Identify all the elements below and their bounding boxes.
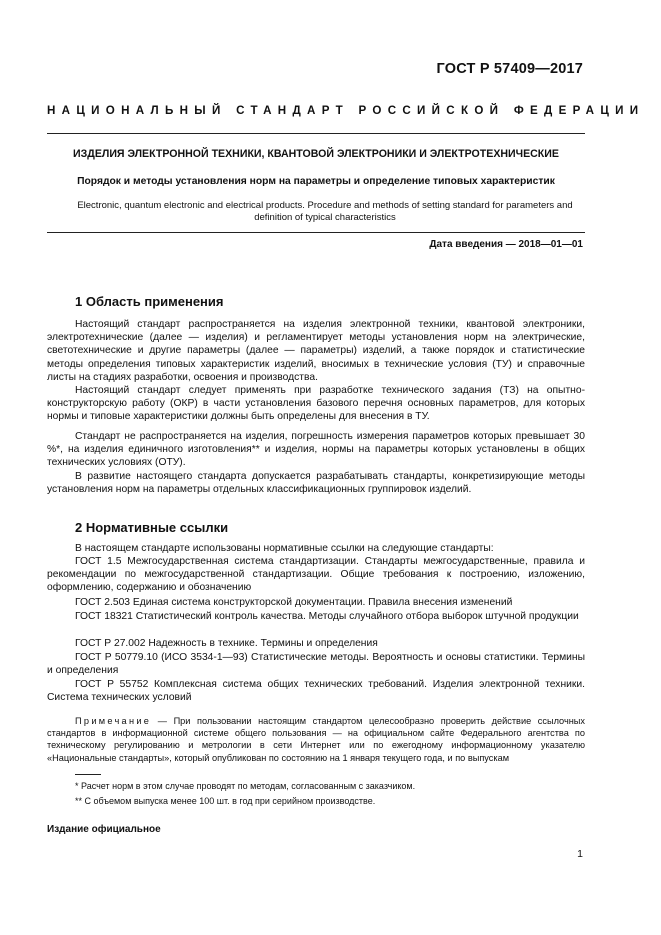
footnote-divider [75,774,101,775]
scope-paragraph: В развитие настоящего стандарта допускается разрабатывать стандарты, конкретизирующие методы установления норм на параметры отдельных классификационных группировок изделий. [47,471,585,496]
document-title-en: Electronic, quantum electronic and electrical products. Procedure and methods of setting standard for parameters and definition of typical characteristics [77,200,573,223]
scope-paragraph: Настоящий стандарт распространяется на изделия электронной техники, квантовой электроники, электротехнические (далее — изделия) и регламентирует методы установления норм на электрические, светотехнические и другие параметры (далее — параметры) изделий, а также порядок и статистические методы определения типовых характеристик изделий, вносимых в технические условия (ТУ) и справочные листы на стадиях разработки, освоения и производства. [47,319,585,383]
scope-paragraph: Настоящий стандарт следует применять при разработке технического задания (ТЗ) на опытно-конструкторскую работу (ОКР) в части установления базового перечня основных параметров, для которых нормы и типовые характеристики должны быть определены для внесения в ТУ. [47,385,585,423]
document-subtitle-ru: Порядок и методы установления норм на параметры и определение типовых характеристик [77,176,555,187]
note-label: Примечание [75,716,152,726]
official-edition-label: Издание официальное [47,824,161,835]
note-paragraph [47,715,585,764]
scope-paragraph: Стандарт не распространяется на изделия, погрешность измерения параметров которых превышает 30 %*, на изделия единичного изготовления** и изделия, нормы на параметры которых установлены в общих технических условиях (ОТУ). [47,431,585,469]
page-number: 1 [577,848,583,860]
reference-item: ГОСТ Р 27.002 Надежность в технике. Термины и определения [75,638,378,649]
footnote: ** С объемом выпуска менее 100 шт. в год при серийном производстве. [75,796,376,806]
section-heading-scope: 1 Область применения [75,294,224,309]
standard-number: ГОСТ Р 57409—2017 [436,61,583,77]
reference-item: ГОСТ Р 50779.10 (ИСО 3534-1—93) Статистические методы. Вероятность и основы статистики. Термины и определения [47,652,585,677]
title-divider [47,232,585,233]
national-standard-banner: НАЦИОНАЛЬНЫЙ СТАНДАРТ РОССИЙСКОЙ ФЕДЕРАЦИИ [47,104,645,117]
reference-item: ГОСТ 1.5 Межгосударственная система стандартизации. Стандарты межгосударственные, правила и рекомендации по межгосударственной стандартизации. Общие требования к построению, изложению, оформлению, содержанию и обозначению [47,556,585,594]
top-divider [47,133,585,134]
references-intro: В настоящем стандарте использованы нормативные ссылки на следующие стандарты: [75,543,494,554]
footnote: * Расчет норм в этом случае проводят по методам, согласованным с заказчиком. [75,781,416,791]
note-text: — При пользовании настоящим стандартом целесообразно проверить действие ссылочных стандартов в информационной системе общего пользования — на официальном сайте Федерального агентства по техническому регулированию и метрологии в сети Интернет или по ежегодному информационному указателю «Национальные стандарты», который опубликован по состоянию на 1 января текущего года, и по выпускам [47,716,585,763]
reference-item: ГОСТ 18321 Статистический контроль качества. Методы случайного отбора выборок штучной продукции [75,611,579,622]
section-heading-references: 2 Нормативные ссылки [75,520,229,535]
introduction-date: Дата введения — 2018—01—01 [429,239,583,250]
reference-item: ГОСТ Р 55752 Комплексная система общих технических требований. Изделия электронной техники. Система технических условий [47,679,585,704]
reference-item: ГОСТ 2.503 Единая система конструкторской документации. Правила внесения изменений [75,597,513,608]
document-title-ru: ИЗДЕЛИЯ ЭЛЕКТРОННОЙ ТЕХНИКИ, КВАНТОВОЙ ЭЛЕКТРОНИКИ И ЭЛЕКТРОТЕХНИЧЕСКИЕ [73,148,559,160]
